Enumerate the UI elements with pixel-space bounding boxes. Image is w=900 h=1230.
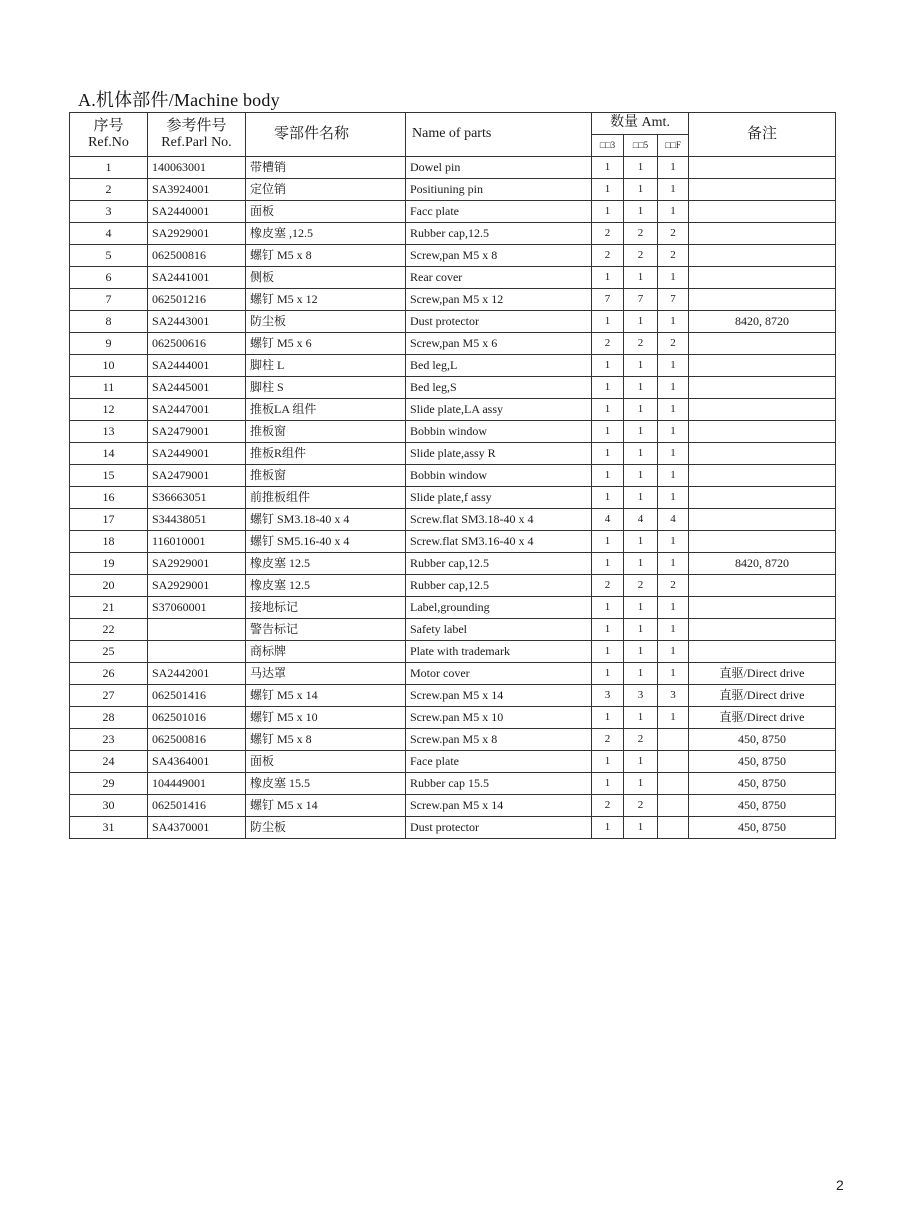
qty-5-cell: 1 [624, 553, 658, 575]
english-name-cell: Screw,pan M5 x 6 [406, 333, 592, 355]
table-row [70, 179, 836, 201]
qty-f-cell [658, 729, 689, 751]
english-name-cell: Rubber cap,12.5 [406, 553, 592, 575]
remark-cell [689, 421, 836, 443]
qty-5-cell: 1 [624, 751, 658, 773]
qty-f-cell: 1 [658, 179, 689, 201]
qty-3-cell: 2 [592, 729, 624, 751]
english-name-cell: Screw.flat SM3.16-40 x 4 [406, 531, 592, 553]
part-number-cell: SA2479001 [148, 465, 246, 487]
qty-5-cell: 1 [624, 531, 658, 553]
ref-no-cell: 30 [70, 795, 148, 817]
qty-f-cell: 2 [658, 223, 689, 245]
qty-f-cell: 1 [658, 619, 689, 641]
qty-f-cell: 1 [658, 201, 689, 223]
chinese-name-cell: 螺钉 M5 x 6 [246, 333, 406, 355]
table-row [70, 157, 836, 179]
qty-f-cell: 1 [658, 465, 689, 487]
english-name-cell: Motor cover [406, 663, 592, 685]
part-number-cell: 062501016 [148, 707, 246, 729]
qty-f-cell [658, 817, 689, 839]
remark-cell [689, 179, 836, 201]
header-name-cn: 零部件名称 [246, 113, 406, 157]
remark-cell: 450, 8750 [689, 773, 836, 795]
part-number-cell: 062501416 [148, 795, 246, 817]
qty-3-cell: 1 [592, 311, 624, 333]
remark-cell [689, 531, 836, 553]
qty-3-cell: 3 [592, 685, 624, 707]
qty-5-cell: 1 [624, 267, 658, 289]
part-number-cell: 062500816 [148, 729, 246, 751]
part-number-cell: SA2449001 [148, 443, 246, 465]
chinese-name-cell: 带槽销 [246, 157, 406, 179]
qty-f-cell: 2 [658, 245, 689, 267]
chinese-name-cell: 推板R组件 [246, 443, 406, 465]
english-name-cell: Plate with trademark [406, 641, 592, 663]
ref-no-cell: 25 [70, 641, 148, 663]
qty-5-cell: 1 [624, 641, 658, 663]
table-row [70, 795, 836, 817]
part-number-cell: SA2441001 [148, 267, 246, 289]
ref-no-cell: 8 [70, 311, 148, 333]
english-name-cell: Bobbin window [406, 465, 592, 487]
table-row [70, 773, 836, 795]
english-name-cell: Bobbin window [406, 421, 592, 443]
english-name-cell: Screw.pan M5 x 8 [406, 729, 592, 751]
qty-5-cell: 1 [624, 773, 658, 795]
table-row [70, 267, 836, 289]
part-number-cell: 062501216 [148, 289, 246, 311]
chinese-name-cell: 防尘板 [246, 817, 406, 839]
ref-no-cell: 22 [70, 619, 148, 641]
qty-3-cell: 1 [592, 355, 624, 377]
qty-3-cell: 1 [592, 399, 624, 421]
part-number-cell: SA2443001 [148, 311, 246, 333]
qty-f-cell [658, 773, 689, 795]
qty-5-cell: 1 [624, 157, 658, 179]
part-number-cell: S34438051 [148, 509, 246, 531]
table-row [70, 487, 836, 509]
chinese-name-cell: 推板窗 [246, 465, 406, 487]
remark-cell [689, 201, 836, 223]
header-partno-en: Ref.Parl No. [161, 135, 232, 151]
ref-no-cell: 16 [70, 487, 148, 509]
remark-cell [689, 509, 836, 531]
english-name-cell: Slide plate,f assy [406, 487, 592, 509]
qty-f-cell: 3 [658, 685, 689, 707]
english-name-cell: Bed leg,S [406, 377, 592, 399]
english-name-cell: Dust protector [406, 817, 592, 839]
english-name-cell: Rubber cap 15.5 [406, 773, 592, 795]
remark-cell: 450, 8750 [689, 817, 836, 839]
qty-f-cell: 2 [658, 333, 689, 355]
qty-f-cell: 1 [658, 157, 689, 179]
ref-no-cell: 12 [70, 399, 148, 421]
part-number-cell: S37060001 [148, 597, 246, 619]
chinese-name-cell: 马达罩 [246, 663, 406, 685]
remark-cell [689, 157, 836, 179]
english-name-cell: Rear cover [406, 267, 592, 289]
ref-no-cell: 15 [70, 465, 148, 487]
chinese-name-cell: 螺钉 M5 x 10 [246, 707, 406, 729]
table-row [70, 245, 836, 267]
ref-no-cell: 24 [70, 751, 148, 773]
ref-no-cell: 28 [70, 707, 148, 729]
table-row [70, 421, 836, 443]
english-name-cell: Screw.pan M5 x 14 [406, 795, 592, 817]
english-name-cell: Screw,pan M5 x 8 [406, 245, 592, 267]
table-row [70, 619, 836, 641]
part-number-cell: SA4370001 [148, 817, 246, 839]
remark-cell [689, 245, 836, 267]
remark-cell: 直驱/Direct drive [689, 685, 836, 707]
english-name-cell: Screw.pan M5 x 10 [406, 707, 592, 729]
ref-no-cell: 21 [70, 597, 148, 619]
remark-cell [689, 575, 836, 597]
chinese-name-cell: 橡皮塞 ,12.5 [246, 223, 406, 245]
qty-3-cell: 2 [592, 223, 624, 245]
header-ref-en: Ref.No [88, 135, 129, 151]
qty-5-cell: 1 [624, 465, 658, 487]
header-part-no [148, 113, 246, 157]
qty-f-cell: 2 [658, 575, 689, 597]
page-number: 2 [836, 1177, 844, 1193]
ref-no-cell: 1 [70, 157, 148, 179]
ref-no-cell: 7 [70, 289, 148, 311]
english-name-cell: Dowel pin [406, 157, 592, 179]
table-row [70, 553, 836, 575]
qty-3-cell: 1 [592, 707, 624, 729]
english-name-cell: Positiuning pin [406, 179, 592, 201]
english-name-cell: Slide plate,assy R [406, 443, 592, 465]
remark-cell: 直驱/Direct drive [689, 707, 836, 729]
english-name-cell: Safety label [406, 619, 592, 641]
remark-cell: 直驱/Direct drive [689, 663, 836, 685]
part-number-cell: SA3924001 [148, 179, 246, 201]
part-number-cell [148, 641, 246, 663]
table-row [70, 333, 836, 355]
qty-5-cell: 1 [624, 399, 658, 421]
english-name-cell: Bed leg,L [406, 355, 592, 377]
table-row [70, 729, 836, 751]
chinese-name-cell: 橡皮塞 12.5 [246, 553, 406, 575]
part-number-cell: 062501416 [148, 685, 246, 707]
qty-5-cell: 2 [624, 223, 658, 245]
ref-no-cell: 5 [70, 245, 148, 267]
table-row [70, 355, 836, 377]
qty-f-cell: 7 [658, 289, 689, 311]
header-name-en: Name of parts [406, 113, 592, 157]
section-title: A.机体部件/Machine body [78, 90, 280, 110]
qty-3-cell: 1 [592, 597, 624, 619]
header-amt-col-f: □□F [658, 135, 689, 157]
qty-5-cell: 1 [624, 487, 658, 509]
chinese-name-cell: 螺钉 M5 x 8 [246, 729, 406, 751]
header-amt-col-5: □□5 [624, 135, 658, 157]
chinese-name-cell: 侧板 [246, 267, 406, 289]
ref-no-cell: 6 [70, 267, 148, 289]
ref-no-cell: 2 [70, 179, 148, 201]
qty-3-cell: 1 [592, 487, 624, 509]
qty-3-cell: 4 [592, 509, 624, 531]
qty-5-cell: 2 [624, 245, 658, 267]
chinese-name-cell: 推板窗 [246, 421, 406, 443]
qty-5-cell: 7 [624, 289, 658, 311]
table-row [70, 751, 836, 773]
qty-5-cell: 1 [624, 355, 658, 377]
remark-cell [689, 267, 836, 289]
chinese-name-cell: 商标牌 [246, 641, 406, 663]
qty-5-cell: 1 [624, 663, 658, 685]
qty-f-cell: 1 [658, 487, 689, 509]
qty-5-cell: 2 [624, 729, 658, 751]
chinese-name-cell: 螺钉 SM5.16-40 x 4 [246, 531, 406, 553]
part-number-cell: 062500816 [148, 245, 246, 267]
qty-3-cell: 1 [592, 179, 624, 201]
qty-f-cell: 1 [658, 663, 689, 685]
qty-f-cell: 1 [658, 355, 689, 377]
english-name-cell: Slide plate,LA assy [406, 399, 592, 421]
qty-5-cell: 2 [624, 575, 658, 597]
qty-5-cell: 1 [624, 707, 658, 729]
ref-no-cell: 10 [70, 355, 148, 377]
english-name-cell: Label,grounding [406, 597, 592, 619]
qty-3-cell: 2 [592, 575, 624, 597]
table-body [70, 157, 836, 839]
part-number-cell: SA2442001 [148, 663, 246, 685]
english-name-cell: Rubber cap,12.5 [406, 575, 592, 597]
qty-5-cell: 1 [624, 421, 658, 443]
ref-no-cell: 23 [70, 729, 148, 751]
qty-f-cell [658, 751, 689, 773]
table-row [70, 685, 836, 707]
qty-3-cell: 1 [592, 817, 624, 839]
chinese-name-cell: 橡皮塞 15.5 [246, 773, 406, 795]
remark-cell: 8420, 8720 [689, 553, 836, 575]
qty-5-cell: 4 [624, 509, 658, 531]
english-name-cell: Screw.flat SM3.18-40 x 4 [406, 509, 592, 531]
qty-3-cell: 1 [592, 465, 624, 487]
qty-f-cell: 1 [658, 553, 689, 575]
qty-3-cell: 1 [592, 531, 624, 553]
part-number-cell: 116010001 [148, 531, 246, 553]
qty-5-cell: 3 [624, 685, 658, 707]
chinese-name-cell: 螺钉 M5 x 12 [246, 289, 406, 311]
qty-3-cell: 1 [592, 267, 624, 289]
qty-3-cell: 1 [592, 553, 624, 575]
qty-5-cell: 1 [624, 619, 658, 641]
table-row [70, 465, 836, 487]
qty-f-cell: 1 [658, 443, 689, 465]
english-name-cell: Dust protector [406, 311, 592, 333]
english-name-cell: Rubber cap,12.5 [406, 223, 592, 245]
qty-5-cell: 2 [624, 795, 658, 817]
table-row [70, 597, 836, 619]
qty-3-cell: 1 [592, 751, 624, 773]
remark-cell [689, 619, 836, 641]
table-row [70, 509, 836, 531]
qty-3-cell: 2 [592, 333, 624, 355]
qty-3-cell: 1 [592, 641, 624, 663]
remark-cell [689, 487, 836, 509]
remark-cell [689, 289, 836, 311]
table-row [70, 641, 836, 663]
header-ref-cn: 序号 [93, 117, 124, 134]
table-row [70, 201, 836, 223]
part-number-cell: SA2444001 [148, 355, 246, 377]
table-row [70, 377, 836, 399]
qty-3-cell: 1 [592, 157, 624, 179]
ref-no-cell: 4 [70, 223, 148, 245]
chinese-name-cell: 脚柱 S [246, 377, 406, 399]
qty-3-cell: 2 [592, 795, 624, 817]
qty-f-cell: 1 [658, 267, 689, 289]
chinese-name-cell: 接地标记 [246, 597, 406, 619]
table-row [70, 531, 836, 553]
ref-no-cell: 9 [70, 333, 148, 355]
chinese-name-cell: 脚柱 L [246, 355, 406, 377]
header-amount: 数量 Amt. [592, 113, 689, 135]
part-number-cell: 140063001 [148, 157, 246, 179]
qty-3-cell: 1 [592, 663, 624, 685]
header-ref-no [70, 113, 148, 157]
qty-f-cell: 4 [658, 509, 689, 531]
part-number-cell: SA2929001 [148, 223, 246, 245]
english-name-cell: Facc plate [406, 201, 592, 223]
remark-cell: 450, 8750 [689, 795, 836, 817]
qty-5-cell: 1 [624, 597, 658, 619]
qty-f-cell: 1 [658, 421, 689, 443]
qty-5-cell: 2 [624, 333, 658, 355]
part-number-cell: SA2445001 [148, 377, 246, 399]
chinese-name-cell: 防尘板 [246, 311, 406, 333]
chinese-name-cell: 推板LA 组件 [246, 399, 406, 421]
chinese-name-cell: 面板 [246, 751, 406, 773]
qty-3-cell: 2 [592, 245, 624, 267]
table-row [70, 663, 836, 685]
part-number-cell: 104449001 [148, 773, 246, 795]
qty-5-cell: 1 [624, 311, 658, 333]
qty-3-cell: 1 [592, 421, 624, 443]
ref-no-cell: 18 [70, 531, 148, 553]
ref-no-cell: 26 [70, 663, 148, 685]
part-number-cell: S36663051 [148, 487, 246, 509]
remark-cell: 450, 8750 [689, 751, 836, 773]
remark-cell: 450, 8750 [689, 729, 836, 751]
english-name-cell: Screw.pan M5 x 14 [406, 685, 592, 707]
ref-no-cell: 14 [70, 443, 148, 465]
header-amt-col-3: □□3 [592, 135, 624, 157]
remark-cell [689, 641, 836, 663]
part-number-cell: SA4364001 [148, 751, 246, 773]
ref-no-cell: 29 [70, 773, 148, 795]
chinese-name-cell: 定位销 [246, 179, 406, 201]
qty-f-cell: 1 [658, 399, 689, 421]
remark-cell [689, 443, 836, 465]
ref-no-cell: 31 [70, 817, 148, 839]
remark-cell [689, 597, 836, 619]
header-partno-cn: 参考件号 [166, 117, 227, 134]
qty-3-cell: 1 [592, 773, 624, 795]
table-row [70, 707, 836, 729]
qty-3-cell: 1 [592, 377, 624, 399]
header-remarks: 备注 [689, 113, 836, 157]
remark-cell [689, 377, 836, 399]
chinese-name-cell: 螺钉 M5 x 8 [246, 245, 406, 267]
english-name-cell: Screw,pan M5 x 12 [406, 289, 592, 311]
remark-cell [689, 333, 836, 355]
qty-f-cell: 1 [658, 641, 689, 663]
table-row [70, 575, 836, 597]
qty-5-cell: 1 [624, 377, 658, 399]
part-number-cell: SA2929001 [148, 553, 246, 575]
qty-3-cell: 1 [592, 201, 624, 223]
remark-cell [689, 355, 836, 377]
parts-table [69, 112, 836, 839]
qty-5-cell: 1 [624, 817, 658, 839]
qty-f-cell: 1 [658, 311, 689, 333]
remark-cell [689, 465, 836, 487]
qty-f-cell: 1 [658, 531, 689, 553]
qty-f-cell [658, 795, 689, 817]
qty-f-cell: 1 [658, 597, 689, 619]
table-row [70, 443, 836, 465]
table-row [70, 399, 836, 421]
ref-no-cell: 17 [70, 509, 148, 531]
qty-f-cell: 1 [658, 377, 689, 399]
chinese-name-cell: 螺钉 M5 x 14 [246, 685, 406, 707]
ref-no-cell: 27 [70, 685, 148, 707]
part-number-cell [148, 619, 246, 641]
remark-cell [689, 399, 836, 421]
qty-5-cell: 1 [624, 201, 658, 223]
qty-5-cell: 1 [624, 179, 658, 201]
table-row [70, 223, 836, 245]
chinese-name-cell: 面板 [246, 201, 406, 223]
table-row [70, 311, 836, 333]
english-name-cell: Face plate [406, 751, 592, 773]
chinese-name-cell: 前推板组件 [246, 487, 406, 509]
qty-5-cell: 1 [624, 443, 658, 465]
ref-no-cell: 13 [70, 421, 148, 443]
chinese-name-cell: 橡皮塞 12.5 [246, 575, 406, 597]
qty-3-cell: 1 [592, 619, 624, 641]
part-number-cell: SA2929001 [148, 575, 246, 597]
ref-no-cell: 11 [70, 377, 148, 399]
ref-no-cell: 3 [70, 201, 148, 223]
qty-f-cell: 1 [658, 707, 689, 729]
part-number-cell: SA2479001 [148, 421, 246, 443]
table-row [70, 817, 836, 839]
remark-cell: 8420, 8720 [689, 311, 836, 333]
part-number-cell: 062500616 [148, 333, 246, 355]
part-number-cell: SA2440001 [148, 201, 246, 223]
table-header [70, 113, 836, 157]
chinese-name-cell: 螺钉 M5 x 14 [246, 795, 406, 817]
remark-cell [689, 223, 836, 245]
ref-no-cell: 19 [70, 553, 148, 575]
chinese-name-cell: 螺钉 SM3.18-40 x 4 [246, 509, 406, 531]
table-row [70, 289, 836, 311]
qty-3-cell: 7 [592, 289, 624, 311]
ref-no-cell: 20 [70, 575, 148, 597]
part-number-cell: SA2447001 [148, 399, 246, 421]
qty-3-cell: 1 [592, 443, 624, 465]
chinese-name-cell: 警告标记 [246, 619, 406, 641]
